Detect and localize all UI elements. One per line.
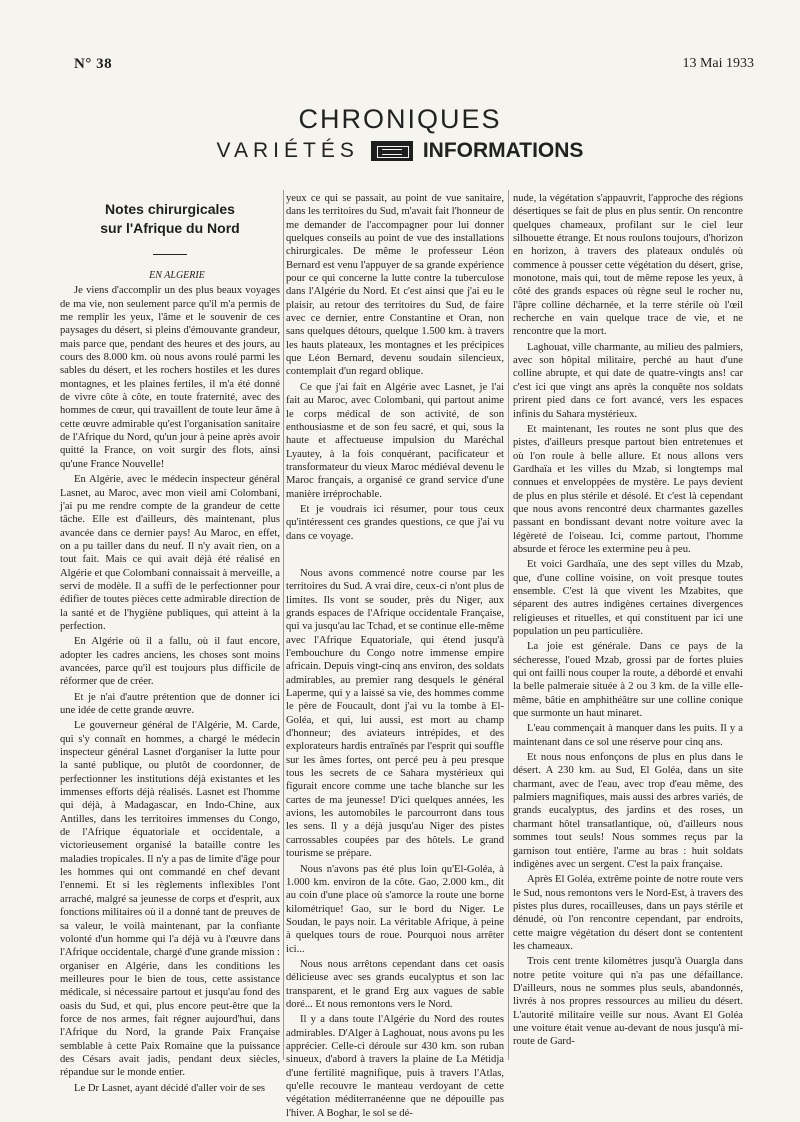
paragraph: Et je n'ai d'autre prétention que de donner ici une idée de cette grande œuvre.	[60, 691, 280, 716]
paragraph: Je viens d'accomplir un des plus beaux voyages de ma vie, non seulement parce qu'il m'a permis de me remplir les yeux, l'âme et le souvenir de ces paysages du désert, si pleins d'émouvante grandeur, mais parce que, pendant des heures et des jours, au cours des 8.000 km. où nous avons roulé parmi les sables du désert, et les rochers hostiles et les dures montagnes, et les plaines fertiles, il m'a été donné de vivre côte à côte, en toute fraternité, avec des hommes de cœur, qui travaillent de toute leur âme à cette œuvre admirable qu'est l'organisation sanitaire de l'Afrique du Nord, qu'un jour à peine après avoir quitté la France, on voit surgir des flots, ainsi qu'une France Nouvelle!	[60, 285, 280, 470]
masthead-title: CHRONIQUES	[298, 104, 502, 134]
paragraph: Nous avons commencé notre course par les territoires du Sud. A vrai dire, ceux-ci n'ont plus de limites. Ils vont se souder, près du Niger, aux grands espaces de l'Afrique occidentale Française, qui va jusqu'au lac Tchad, et se continue elle-même avec l'Afrique Equatoriale, qui étend jusqu'à l'embouchure du Congo notre immense empire africain. Depuis vingt-cinq ans environ, des soldats admirables, au premier rang desquels le général Laperme, qui y a laissé sa vie, des hommes comme le père de Foucault, dont j'ai vu la tombe à El-Goléa, et qui, lui aussi, est mort au champ d'honneur; des aviateurs intrépides, et des explorateurs hardis entraînés par l'esprit qui souffle sur les âmes fortes, ont percé peu à peu presque tous les secrets de ce Sahara mystérieux qui figurait encore comme une tache blanche sur les cartes de ma jeunesse! D'ici quelques années, les avions, les automobiles le parcourront dans tous les sens. Il y a déjà jusqu'au Niger des pistes carrossables coupées par des hôtels. Le grand tourisme se prépare.	[286, 567, 504, 860]
masthead-subtitle	[0, 138, 800, 164]
paragraph: Ce que j'ai fait en Algérie avec Lasnet, je l'ai fait au Maroc, avec Colombani, qui partout anime le corps médical de son activité, de son enthousiasme et de son feu sacré, et qui, sous la haute et affectueuse impulsion du Maréchal Lyautey, à la fois conquérant, pacificateur et transformateur du vieux Maroc médiéval devenu le Maroc français, a organisé ce grand service d'une manière irréprochable.	[286, 381, 504, 500]
paragraph: Nous nous arrêtons cependant dans cet oasis délicieuse avec ses grands eucalyptus et son lac transparent, et le grand Erg aux vagues de sable doré... Et nous remontons vers le Nord.	[286, 958, 504, 1010]
article-column-2	[286, 192, 504, 1122]
masthead-right-word: INFORMATIONS	[422, 139, 584, 162]
article-title	[60, 200, 280, 238]
article-title-line-2: sur l'Afrique du Nord	[100, 220, 240, 236]
paragraph: Et maintenant, les routes ne sont plus que des pistes, d'ailleurs presque partout bien entretenues et où l'on roule à belle allure. Et nous allons vers Gardhaïa et les villes du Mzab, si longtemps mal connues et enveloppées de mystère. Le pays devient de plus en plus stérile et désolé. Et c'est là cependant que nous avons rencontré deux charmantes gazelles passant en bondissant devant notre voiture avec la légèreté de l'oiseau. Ici, comme partout, l'homme absurde et féroce les extermine peu à peu.	[513, 423, 743, 555]
paragraph: L'eau commençait à manquer dans les puits. Il y a maintenant dans ce sol une réserve pour cinq ans.	[513, 723, 743, 748]
paragraph: Et nous nous enfonçons de plus en plus dans le désert. A 230 km. au Sud, El Goléa, dans un site charmant, avec de l'eau, avec trop d'eau même, des palmiers magnifiques, mais aussi des arbres variés, de grands eucalyptus, des jardins et des roses, un charmant hôtel transatlantique, où, d'ailleurs nous sommes tout seuls! Nous sommes reçus par la garnison tout entière, l'arme au bras : huit soldats indigènes avec un sergent. C'est la paix française.	[513, 752, 743, 870]
paragraph: En Algérie, avec le médecin inspecteur général Lasnet, au Maroc, avec mon vieil ami Colombani, j'ai pu me rendre compte de la grandeur de cette tâche. Elle est d'ailleurs, dès maintenant, plus avancée dans ce dernier pays! Au Maroc, en effet, on a pu tailler dans du neuf. Il n'y avait rien, on a tout fait. Mais ce qui avait déjà été réalisé en Algérie et que Colombani connaissait à merveille, a servi de modèle. Il a suffi de le perfectionner pour édifier de toutes pièces cette admirable direction de la santé et de l'hygiène publiques, qui atteint à la perfection.	[60, 474, 280, 632]
masthead-left-word: VARIÉTÉS	[216, 139, 359, 162]
section-break	[286, 545, 504, 567]
paragraph: Et voici Gardhaïa, une des sept villes du Mzab, que, d'une colline voisine, on voit presque toutes ensemble. C'est là que vivent les Mzabites, que séparent des autres indigènes certaines divergences religieuses et rituelles, et qui constituent par ici une population un peu particulière.	[513, 559, 743, 637]
paragraph: Le gouverneur général de l'Algérie, M. Carde, qui s'y connaît en hommes, a chargé le médecin inspecteur général Lasnet d'organiser la lutte pour la santé publique, ou plutôt de coordonner, de perfectionner les institutions déjà existantes et les immenses efforts déjà réalisés. Lasnet est l'homme qui déjà, à Madagascar, en Indo-Chine, aux Antilles, dans les territoires immenses du Congo, de l'Afrique équatoriale et occidentale, a victorieusement organisé la bataille contre les maladies tropicales. Il n'y a pas de limite d'âge pour les hommes qui ont commandé en chef devant l'ennemi. Et si les règlements inflexibles l'ont arraché, malgré sa jeunesse de corps et d'esprit, aux fonctions militaires où il a donné tant de preuves de sa valeur, le voilà maintenant, par la confiante volonté d'un homme qui l'a déjà vu à l'œuvre dans l'Afrique occidentale, chargé d'une grande mission : organiser en Algérie, dans les conditions les meilleures pour le bien de tous, cette assistance médicale, si nécessaire partout et jusqu'au fond des oasis du Sud, et qui, plus encore peut-être que la force de nos armes, fait régner aujourd'hui, dans l'Afrique du Nord, la grande Paix Française semblable à cette Paix Romaine que la puissance des Césars avait jadis, pendant deux siècles, répandue sur le monde entier.	[60, 720, 280, 1079]
paragraph-continued: nude, la végétation s'appauvrit, l'approche des régions désertiques se fait de plus en plus sentir. On rencontre quelques chameaux, profilant sur le ciel leur silhouette étrange. Et nous roulons toujours, d'horizon en horizon, à travers des plateaux ondulés où commence à pousser cette végétation du désert, grise, monotone, mais qui, tout de même repose les yeux, à côté des grands espaces où règne seul le rocher nu, l'âpre colline décharnée, et la terre stérile où l'œil recherche en vain quelque trace de vie, et ne rencontre que la mort.	[513, 193, 743, 338]
article-column-1	[60, 192, 280, 1097]
paragraph: La joie est générale. Dans ce pays de la sécheresse, l'oued Mzab, grossi par de fortes pluies qui ont failli nous couper la route, a débordé et envahi la belle palmeraie située à 2 ou 3 km. de la ville elle-même, bâtie en amphithéâtre sur une colline conique que surmonte un haut minaret.	[513, 641, 743, 720]
issue-date: 13 Mai 1933	[682, 56, 754, 71]
masthead	[0, 104, 800, 164]
paragraph-continued: yeux ce qui se passait, au point de vue sanitaire, dans les territoires du Sud, m'avait fait l'honneur de me demander de l'accompagner pour lui donner quelques conseils au point de vue des installations chirurgicales. De même le professeur Léon Bernard est venu l'appuyer de sa grande expérience pour ce qui concerne la lutte contre la tuberculose dans l'Algérie du Nord. Et c'est ainsi que j'ai eu le plaisir, au retour des territoires du Sud, de faire avec ce dernier, entre Constantine et Oran, non sans quelques détours, quelque 1.500 km. à travers les hauts plateaux, les montagnes et les précipices que Léon Bernard, devenu soudain silencieux, contemplait d'un regard oblique.	[286, 193, 504, 378]
column-divider	[283, 190, 284, 1060]
paragraph: Nous n'avons pas été plus loin qu'El-Goléa, à 1.000 km. environ de la côte. Gao, 2.000 km., dit au coin d'une place où s'amorce la route une borne kilométrique! Gao, sur le bord du Niger. Le Soudan, le pays noir. La véritable Afrique, à peine à quelques tours de roue. Pourquoi nous arrêter ici...	[286, 863, 504, 955]
title-rule	[153, 254, 187, 255]
paragraph: Il y a dans toute l'Algérie du Nord des routes admirables. D'Alger à Laghouat, nous avons pu les apprécier. Celle-ci déroule sur 430 km. son ruban sinueux, d'abord à travers la plaine de La Métidja d'une fertilité magnifique, puis à travers l'Atlas, qu'elle recouvre le manteau verdoyant de cette végétation méditerranéenne que ne dépouille pas l'hiver. A Boghar, le sol se dé-	[286, 1014, 504, 1119]
article-column-3	[513, 192, 743, 1051]
paragraph: En Algérie où il a fallu, où il faut encore, adopter les cadres anciens, les choses sont moins avancées, parce qu'il est toujours plus difficile de réformer que de créer.	[60, 636, 280, 688]
ornament-icon	[371, 141, 413, 161]
article-title-line-1: Notes chirurgicales	[105, 201, 235, 217]
paragraph: Après El Goléa, extrême pointe de notre route vers le Sud, nous remontons vers le Nord-Est, à travers des pistes plus dures, rocailleuses, dans un pays stérile et dénudé, où l'on rencontre cependant, par endroits, cette maigre végétation du désert dont se contentent les chameaux.	[513, 874, 743, 952]
paragraph: Trois cent trente kilomètres jusqu'à Ouargla dans notre petite voiture qui n'a pas une défaillance. D'ailleurs, nous ne sommes plus seuls, abandonnés, livrés à nos propres ressources au milieu du désert. L'autorité militaire veille sur nous. Avant El Goléa une voiture était venue au-devant de nous jusqu'à mi-route de Gard-	[513, 956, 743, 1048]
article-location: EN ALGERIE	[149, 270, 205, 281]
issue-number: N° 38	[74, 56, 113, 72]
paragraph: Le Dr Lasnet, ayant décidé d'aller voir de ses	[74, 1082, 266, 1094]
paragraph: Laghouat, ville charmante, au milieu des palmiers, avec son hôpital militaire, perché au haut d'une colline abrupte, et qui date de quatre-vingts ans! car c'est ici que vingt ans après la conquête nos soldats prirent pied dans ce fort avancé, vers les espaces infinis du Sahara mystérieux.	[513, 341, 743, 420]
paragraph: Et je voudrais ici résumer, pour tous ceux qu'intéressent ces grandes questions, ce que j'ai vu dans ce voyage.	[286, 503, 504, 542]
column-divider	[508, 190, 509, 1060]
